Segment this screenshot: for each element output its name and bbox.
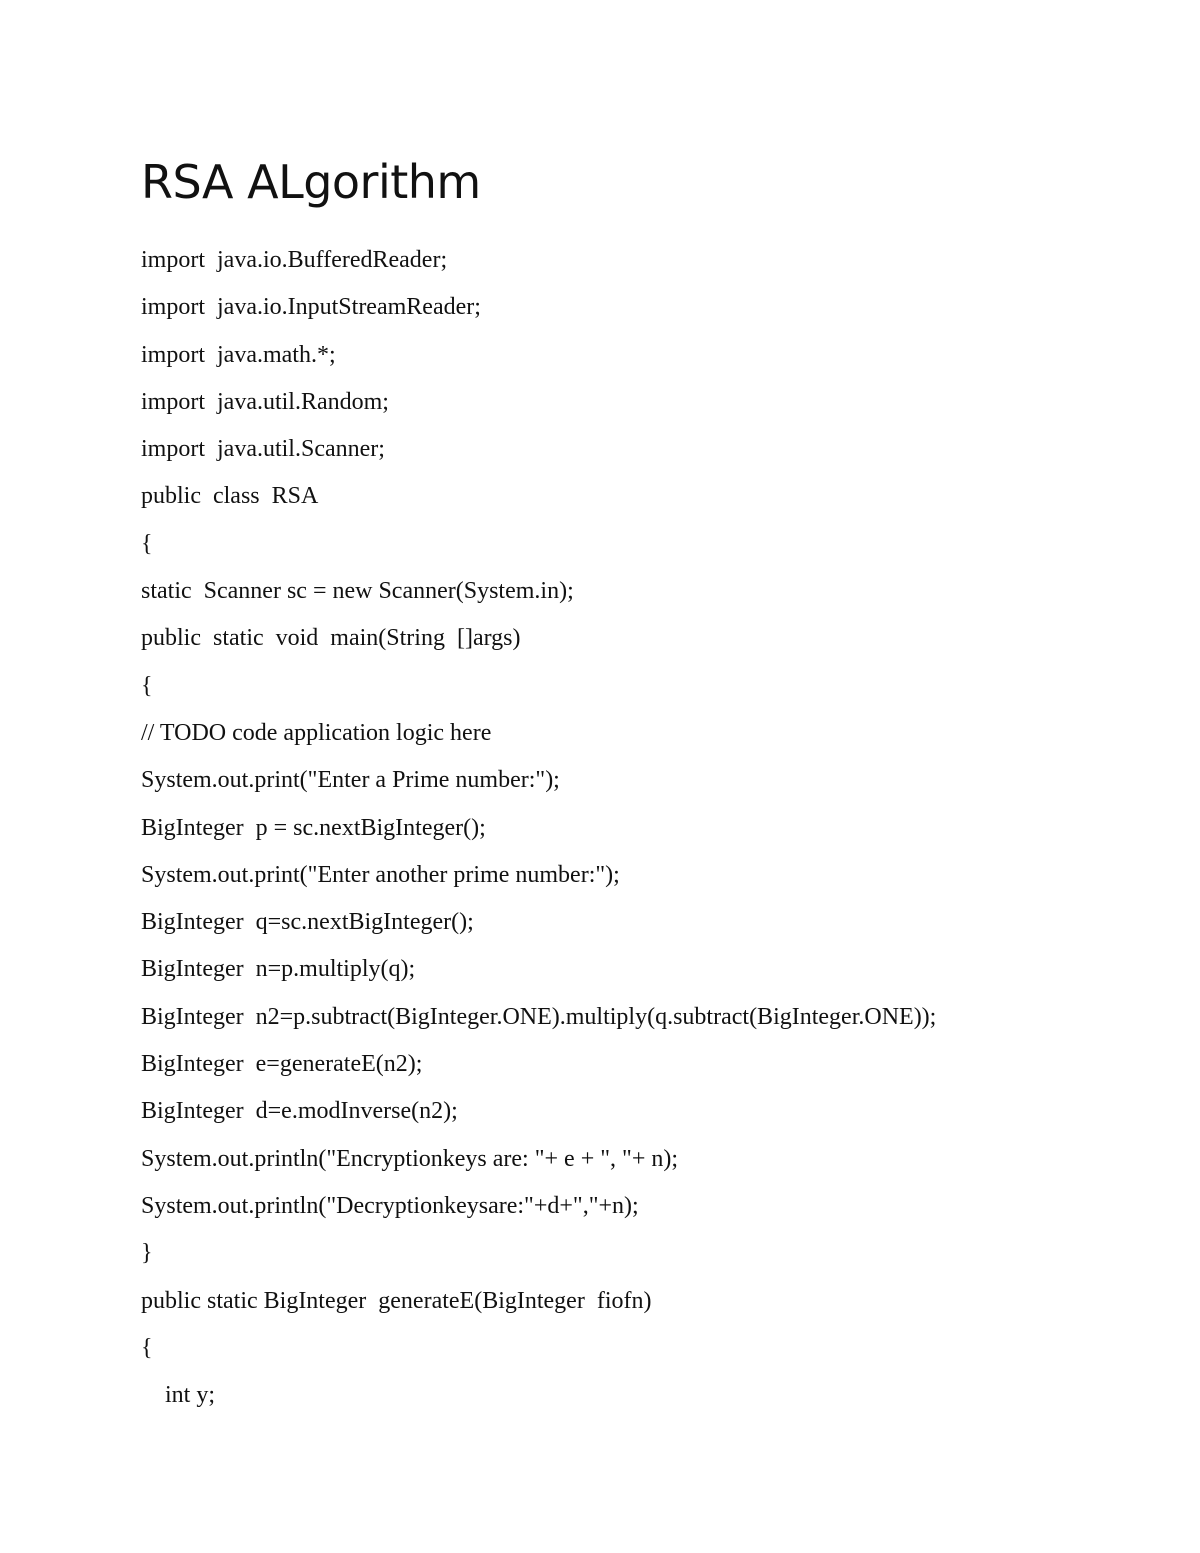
code-line: BigInteger q=sc.nextBigInteger(); bbox=[141, 909, 474, 936]
code-line: int y; bbox=[141, 1382, 216, 1409]
code-line: // TODO code application logic here bbox=[141, 719, 492, 746]
code-line: System.out.print("Enter another prime number:"); bbox=[141, 861, 620, 888]
code-line: { bbox=[141, 530, 153, 557]
code-line: static Scanner sc = new Scanner(System.in); bbox=[141, 578, 574, 605]
code-listing bbox=[141, 237, 1181, 1419]
code-line: import java.io.InputStreamReader; bbox=[141, 294, 481, 321]
code-line: import java.io.BufferedReader; bbox=[141, 247, 448, 273]
code-line: BigInteger n2=p.subtract(BigInteger.ONE).multiply(q.subtract(BigInteger.ONE)); bbox=[141, 1003, 937, 1030]
code-line: } bbox=[141, 1240, 153, 1267]
code-line: System.out.println("Encryptionkeys are: "+ e + ", "+ n); bbox=[141, 1145, 679, 1172]
code-line: System.out.println("Decryptionkeysare:"+d+","+n); bbox=[141, 1192, 639, 1219]
code-line: import java.util.Random; bbox=[141, 388, 389, 415]
code-line: { bbox=[141, 1334, 153, 1361]
code-line: public static void main(String []args) bbox=[141, 625, 521, 652]
code-line: public static BigInteger generateE(BigInteger fiofn) bbox=[141, 1287, 652, 1314]
code-line: import java.math.*; bbox=[141, 341, 336, 368]
code-line: public class RSA bbox=[141, 483, 319, 510]
code-line: import java.util.Scanner; bbox=[141, 436, 385, 463]
code-line: BigInteger p = sc.nextBigInteger(); bbox=[141, 814, 486, 841]
code-line: BigInteger n=p.multiply(q); bbox=[141, 956, 416, 983]
code-line: { bbox=[141, 672, 153, 699]
code-line: System.out.print("Enter a Prime number:"); bbox=[141, 767, 560, 794]
code-line: BigInteger e=generateE(n2); bbox=[141, 1051, 423, 1078]
document-title: RSA ALgorithm bbox=[141, 155, 481, 209]
code-line: BigInteger d=e.modInverse(n2); bbox=[141, 1098, 458, 1125]
